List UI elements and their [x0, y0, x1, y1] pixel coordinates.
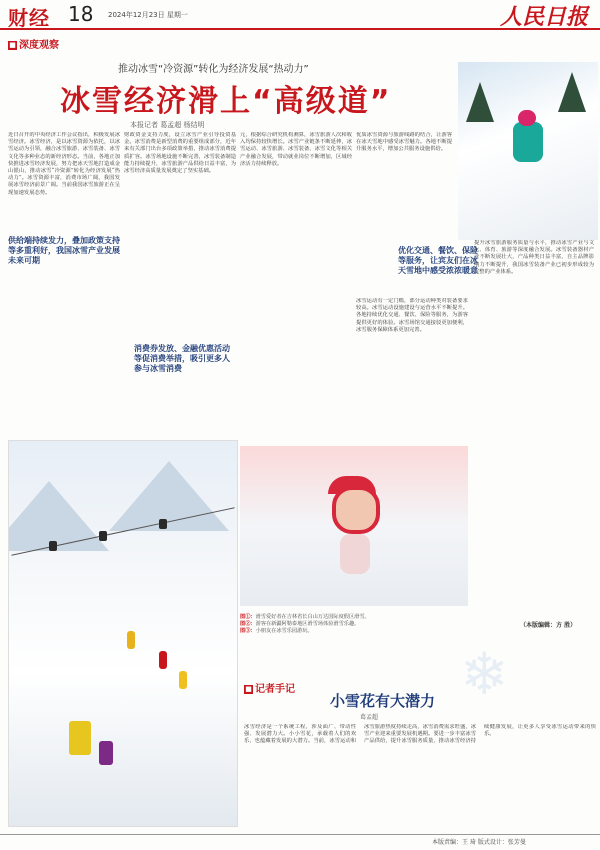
tree-shape: [466, 82, 494, 122]
caption-1: 滑雪爱好者在吉林省长白山万达国际度假区滑雪。: [255, 614, 370, 620]
article-column-6: 提升冰雪旅游服务质量与水平，推动冰雪产业与文化、体育、旅游等深度融合发展。冰雪装备器材产业不断发展壮大，产品种类日益丰富，自主品牌影响力不断提升，我国冰雪装备产业已初步形成较为完整的产业体系。: [474, 240, 594, 275]
subhead-1: 供给端持续发力，叠加政策支持等多重利好，我国冰雪产业发展未来可期: [8, 236, 120, 265]
editor-note: （本版编辑：方 胜）: [520, 622, 577, 629]
gondola-icon: [49, 541, 57, 551]
caption-1-label: 图①：: [240, 614, 256, 620]
article-column-1: 近日召开的中央经济工作会议指出，积极发展冰雪经济。冰雪经济，是以冰雪资源为依托，以冰雪运动为引领，融合冰雪旅游、冰雪装备、冰雪文化等多种业态的新经济形态。当前，各地正加快推进冰雪经济发展，努力把冰天雪地打造成金山银山，推动冰雪“冷资源”转化为经济发展“热动力”。冰雪资源丰富，消费市场广阔，我国发展冰雪经济前景广阔。当前我国冰雪旅游正在呈现加速发展态势。: [8, 132, 120, 196]
child-face: [332, 486, 380, 534]
section-tag-label: 深度观察: [19, 40, 59, 51]
snowflake-icon: ❄: [460, 640, 509, 708]
subhead-3: 消费券发放、金融优惠活动等促消费举措，吸引更多人参与冰雪消费: [134, 344, 230, 373]
child-body: [340, 534, 370, 574]
skier-figure: [513, 122, 543, 162]
footer-credits: 本版责编：王 琦 版式设计：张芳曼: [432, 839, 526, 846]
headline: 冰雪经济滑上“高级道”: [60, 84, 392, 119]
subhead-2: 优化交通、餐饮、保险等服务，让宾友们在冰天雪地中感受浓浓暖意: [398, 246, 478, 275]
note-title: 小雪花有大潜力: [330, 692, 436, 710]
photo-child-snow: [240, 446, 468, 606]
note-tag-icon: ■: [245, 684, 252, 693]
skier-helmet: [518, 110, 536, 126]
photo-skier-top: [458, 62, 598, 240]
skier-figure: [127, 631, 135, 649]
caption-3-label: 图③：: [240, 628, 256, 634]
skier-figure: [99, 741, 113, 765]
article-column-3: 元，根据综合研究机构测算，冰雪旅游人次和收入均保持较快增长。冰雪产业链条不断延伸，冰雪运动、冰雪旅游、冰雪装备、冰雪文化等相关产业融合发展，带动就业岗位不断增加，区域经济活力持续释放。: [240, 132, 352, 167]
article-column-2: 财政资金支持力度，设立冰雪产业引导投资基金。冰雪消费是新型消费的重要组成部分，近年来有关部门出台多项政策举措，推动冰雪消费提质扩容。冰雪场地设施不断完善，冰雪装备制造能力持续提升，冰雪旅游产品供给日益丰富，为冰雪经济高质量发展奠定了坚实基础。: [124, 132, 236, 175]
gondola-icon: [159, 519, 167, 529]
note-tag-label: 记者手记: [255, 684, 295, 695]
skier-figure: [179, 671, 187, 689]
issue-date: 2024年12月23日 星期一: [108, 11, 188, 19]
note-author: 葛孟超: [360, 714, 379, 721]
kicker: 推动冰雪“冷资源”转化为经济发展“热动力”: [118, 64, 309, 75]
note-tag: [244, 680, 295, 695]
caption-2-label: 图②：: [240, 621, 256, 627]
photo-captions: [240, 614, 468, 635]
section-tag-icon: ■: [9, 40, 16, 49]
section-name: 财经: [8, 6, 50, 30]
mountain-shape: [8, 481, 109, 551]
tree-shape: [558, 72, 586, 112]
caption-2: 游客在新疆阿勒泰地区滑雪场体验滑雪乐趣。: [255, 621, 360, 627]
photo-ski-resort: [8, 440, 238, 827]
byline: 本报记者 葛孟超 杨结明: [130, 121, 205, 129]
article-column-4: 优质冰雪资源与旅游线路的结合，让游客在冰天雪地中感受冰雪魅力。各地不断提升服务水平，增加公共服务设施供给。: [356, 132, 452, 153]
skier-figure: [159, 651, 167, 669]
section-tag: [8, 36, 59, 51]
article-column-5: 冰雪运动有一定门槛，部分运动种类对装备要求较高。冰雪运动设施建设与运营水平不断提升。各地持续优化交通、餐饮、保险等服务，为游客提供更好的体验。冰雪场馆交通接驳更加便利，冰雪服务保障体系更加完善。: [356, 298, 468, 333]
skier-figure-large: [69, 721, 91, 755]
caption-3: 小朋友在冰雪乐园游玩。: [255, 628, 313, 634]
page-number: 18: [68, 2, 94, 26]
note-body: 冰雪经济是一个系统工程，涉及面广、带动性强、发展潜力大。小小雪花，承载着人们的欢乐，也蕴藏着发展的大潜力。当前，冰雪运动和冰雪旅游热度持续走高，冰雪消费需求旺盛，冰雪产业迎来重要发展机遇期。要进一步丰富冰雪产品供给，提升冰雪服务质量，推动冰雪经济持续健康发展，让更多人享受冰雪运动带来的快乐。: [244, 724, 596, 745]
gondola-icon: [99, 531, 107, 541]
newspaper-logo: 人民日报: [500, 4, 589, 30]
